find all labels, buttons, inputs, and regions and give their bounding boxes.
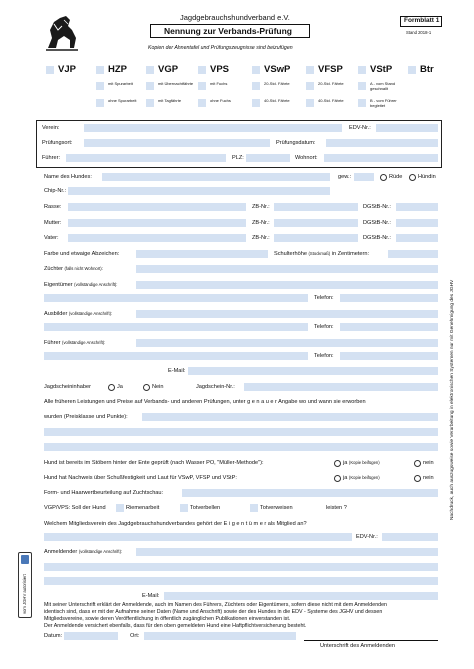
ausbilder-telefon-field[interactable]	[340, 323, 438, 331]
prev-field-1[interactable]	[142, 413, 438, 421]
consent-line-2: identisch sind, dass er mit der Aufnahme seiner Daten (Name und Anschrift) sowie der des Hundes in die EDV - Systeme des JGHV und dessen	[44, 609, 383, 615]
schuss-nein-radio[interactable]	[414, 475, 421, 482]
schuss-ja-radio[interactable]	[334, 475, 341, 482]
ausbilder-text: Ausbilder	[44, 311, 68, 317]
pruefungsort-label: Prüfungsort:	[42, 140, 73, 146]
eigentuemer-telefon-label: Telefon:	[314, 295, 334, 301]
mutter-zb-label: ZB-Nr.:	[252, 220, 270, 226]
exam-hzp-option-2-checkbox[interactable]	[96, 99, 104, 107]
mutter-zb-field[interactable]	[274, 219, 358, 227]
eigentuemer-telefon-field[interactable]	[340, 294, 438, 302]
exam-vstp-option-2-checkbox[interactable]	[358, 99, 366, 107]
consent-line-1: Mit seiner Unterschrift erklärt der Anmeldende, auch im Namen des Führers, Züchters oder Eigentümers, sofern diese nicht mit dem Anmeldenden	[44, 602, 387, 608]
jagdschein-ja-radio[interactable]	[108, 384, 115, 391]
schulterhoehe-label	[274, 250, 369, 258]
jagdschein-nein-label: Nein	[152, 384, 164, 390]
anmeldender-field-1[interactable]	[136, 548, 438, 556]
consent-line-3: Mitgliedsvereine, sowie deren Veröffentlichung in öffentlich zugänglichen Publikationen einverstanden ist.	[44, 616, 291, 622]
totverbellen-label: Totverbellen	[190, 505, 221, 511]
prev-line-1: Alle früheren Leistungen und Preise auf Verbands- und anderen Prüfungen, unter g e n a u e r Angabe wo und wann sie erworben	[44, 399, 366, 405]
exam-vswp-checkbox[interactable]	[252, 66, 260, 74]
exam-btr-label: Btr	[420, 64, 434, 75]
jghv-logo-icon	[40, 10, 84, 54]
mutter-dgstb-label: DGStB-Nr.:	[363, 220, 391, 226]
stoebern-nein-label: nein	[423, 460, 434, 466]
eigentuemer-field[interactable]	[136, 281, 438, 289]
anmeldender-field-3[interactable]	[44, 577, 438, 585]
chip-label: Chip-Nr.:	[44, 188, 67, 194]
exam-vgp-option-2-checkbox[interactable]	[146, 99, 154, 107]
ort-field[interactable]	[144, 632, 296, 640]
rasse-zb-label: ZB-Nr.:	[252, 204, 270, 210]
totverweisen-checkbox[interactable]	[250, 504, 258, 512]
fuehrer2-field[interactable]	[136, 339, 438, 347]
exam-btr-checkbox[interactable]	[408, 66, 416, 74]
gew-label: gew.:	[338, 174, 352, 180]
riemen-label: Riemenarbeit	[126, 505, 160, 511]
eigentuemer-text: Eigentümer	[44, 282, 73, 288]
wohnort-field[interactable]	[324, 154, 438, 162]
authorized-label: vom JGHV autorisiert	[22, 574, 27, 614]
schuss-label: Hund hat Nachweis über Schußfestigkeit und Laut für VSwP, VFSP und VStP:	[44, 475, 237, 481]
exam-vjp-label: VJP	[58, 64, 76, 75]
fuehrer2-note: (vollständige Anschrift):	[62, 340, 106, 345]
exam-hzp-label: HZP	[108, 64, 127, 75]
email-field[interactable]	[188, 367, 438, 375]
prev-field-3[interactable]	[44, 443, 438, 451]
exam-vjp-checkbox[interactable]	[46, 66, 54, 74]
pruefungsdatum-label: Prüfungsdatum:	[276, 140, 316, 146]
rasse-dgstb-label: DGStB-Nr.:	[363, 204, 391, 210]
exam-hzp-option-2-label: ohne Spurarbeit	[108, 98, 137, 103]
datum-field[interactable]	[64, 632, 118, 640]
consent-line-4: Der Anmeldende versichert ebenfalls, dass für den oben gemeldeten Hund eine Haftpflichtversicherung besteht.	[44, 623, 307, 629]
leisten-label: leisten ?	[326, 505, 347, 511]
exam-hzp-option-1-label: mit Spurarbeit	[108, 81, 133, 86]
huendin-radio[interactable]	[409, 174, 416, 181]
exam-vfsp-option-1-checkbox[interactable]	[306, 82, 314, 90]
exam-vgp-option-1-label: mit Übernachtfährte	[158, 81, 194, 86]
verein-field[interactable]	[84, 124, 342, 132]
riemen-checkbox[interactable]	[116, 504, 124, 512]
exam-vswp-option-1-label: 20-Std. Fährte	[264, 81, 290, 86]
fuehrer2-telefon-label: Telefon:	[314, 353, 334, 359]
exam-vswp-option-2-label: 40-Std. Fährte	[264, 98, 290, 103]
gew-field[interactable]	[354, 173, 374, 181]
datum-label: Datum:	[44, 633, 63, 639]
stoebern-ja-text: ja	[343, 460, 348, 466]
fuehrer2-label	[44, 339, 105, 347]
huendin-label: Hündin	[418, 174, 436, 180]
ort-label: Ort:	[130, 633, 140, 639]
exam-vps-label: VPS	[210, 64, 230, 75]
page-title: Nennung zur Verbands-Prüfung	[164, 26, 292, 36]
verein-label: Verein:	[42, 125, 60, 131]
anmeldender-email-label: E-Mail:	[142, 593, 160, 599]
jagdschein-nr-label: Jagdschein-Nr.:	[196, 384, 235, 390]
member-field-1[interactable]	[44, 533, 352, 541]
exam-vps-option-1-checkbox[interactable]	[198, 82, 206, 90]
ruede-radio[interactable]	[380, 174, 387, 181]
zuechter-note: (falls nicht Wohnort):	[64, 266, 103, 271]
schuss-ja-text: ja	[343, 475, 348, 481]
stoebern-ja-radio[interactable]	[334, 460, 341, 467]
exam-vfsp-option-1-label: 20-Std. Fährte	[318, 81, 344, 86]
exam-vfsp-option-2-label: 40-Std. Fährte	[318, 98, 344, 103]
zuechter-label	[44, 265, 103, 273]
exam-vps-option-1-label: mit Fuchs	[210, 81, 228, 86]
anmeldender-field-2[interactable]	[44, 563, 438, 571]
exam-vgp-option-2-label: mit Tagfährte	[158, 98, 182, 103]
anmeldender-text: Anmeldender	[44, 549, 78, 555]
edv-label: EDV-Nr.:	[349, 125, 371, 131]
exam-vstp-checkbox[interactable]	[358, 66, 366, 74]
exam-vgp-label: VGP	[158, 64, 179, 75]
zentimeter-text: in Zentimetern:	[331, 251, 370, 257]
schulterhoehe-field[interactable]	[388, 250, 438, 258]
ruede-label: Rüde	[389, 174, 403, 180]
farbe-label: Farbe und etwaige Abzeichen:	[44, 251, 120, 257]
exam-hzp-option-1-checkbox[interactable]	[96, 82, 104, 90]
vgp-soll-label: VGP/VPS: Soll der Hund	[44, 505, 106, 511]
fuehrer-label: Führer:	[42, 155, 61, 161]
pruefungsort-field[interactable]	[84, 139, 270, 147]
fuehrer2-text: Führer	[44, 340, 61, 346]
rasse-zb-field[interactable]	[274, 203, 358, 211]
stoebern-kopie-text: (Kopie beifügen)	[348, 460, 380, 465]
dog-name-label: Name des Hundes:	[44, 174, 92, 180]
anmeldender-note: (vollständige Anschrift):	[78, 549, 123, 554]
prev-line-2: wurden (Preisklasse und Punkte):	[44, 414, 128, 420]
edv-field[interactable]	[376, 124, 438, 132]
exam-vgp-checkbox[interactable]	[146, 66, 154, 74]
form-field[interactable]	[182, 489, 438, 497]
eigentuemer-note: (vollständige Anschrift):	[74, 282, 118, 287]
vater-zb-field[interactable]	[274, 234, 358, 242]
exam-vstp-label: VStP	[370, 64, 393, 75]
exam-vfsp-label: VFSP	[318, 64, 343, 75]
schuss-ja-label	[343, 474, 380, 482]
exam-vps-checkbox[interactable]	[198, 66, 206, 74]
rasse-dgstb-field[interactable]	[396, 203, 438, 211]
zuechter-text: Züchter	[44, 266, 63, 272]
signature-line	[304, 640, 438, 641]
exam-vswp-label: VSwP	[264, 64, 291, 75]
subtitle: Kopien der Ahnentafel und Prüfungszeugnisse sind beizufügen	[148, 45, 293, 51]
ausbilder-field[interactable]	[136, 310, 438, 318]
vater-field[interactable]	[68, 234, 246, 242]
jagdschein-nr-field[interactable]	[244, 383, 438, 391]
fuehrer-field[interactable]	[66, 154, 226, 162]
exam-vps-option-2-checkbox[interactable]	[198, 99, 206, 107]
schulterhoehe-text: Schulterhöhe	[274, 251, 307, 257]
exam-vfsp-checkbox[interactable]	[306, 66, 314, 74]
exam-vps-option-2-label: ohne Fuchs	[210, 98, 231, 103]
fuehrer2-telefon-field[interactable]	[340, 352, 438, 360]
ausbilder-telefon-label: Telefon:	[314, 324, 334, 330]
pruefungsdatum-field[interactable]	[326, 139, 438, 147]
rasse-field[interactable]	[68, 203, 246, 211]
member-edv-field[interactable]	[382, 533, 438, 541]
formblatt-label: Formblatt 1	[404, 17, 440, 24]
stoebern-nein-radio[interactable]	[414, 460, 421, 467]
farbe-field[interactable]	[136, 250, 268, 258]
ausbilder-label	[44, 310, 112, 318]
plz-label: PLZ:	[232, 155, 244, 161]
org-name: Jagdgebrauchshundverband e.V.	[180, 13, 290, 22]
mutter-label: Mutter:	[44, 220, 62, 226]
stand-label: Stand 2018-1	[406, 30, 432, 35]
exam-vfsp-option-2-checkbox[interactable]	[306, 99, 314, 107]
totverbellen-checkbox[interactable]	[180, 504, 188, 512]
exam-vstp-option-1-label: A - vom Stand geschnallt	[370, 81, 396, 91]
stoebern-label: Hund ist bereits im Stöbern hinter der Ente geprüft (nach Wasser PO, "Müller-Methode"):	[44, 460, 264, 466]
copyright-notice: Nachdruck, auch auszugsweise sowie Verarbeitung in elektronischen Systemen nur mit Genehmigung des JGHV	[450, 279, 455, 520]
totverweisen-label: Totverweisen	[260, 505, 293, 511]
wohnort-label: Wohnort:	[295, 155, 318, 161]
ausbilder-note: (vollständige Anschrift):	[68, 311, 113, 316]
signature-label: Unterschrift des Anmeldenden	[320, 643, 395, 649]
fuehrer2-field-2[interactable]	[44, 352, 308, 360]
vater-dgstb-label: DGStB-Nr.:	[363, 235, 391, 241]
exam-hzp-checkbox[interactable]	[96, 66, 104, 74]
prev-field-2[interactable]	[44, 428, 438, 436]
schuss-nein-label: nein	[423, 475, 434, 481]
stoebern-ja-label	[343, 459, 380, 467]
vater-zb-label: ZB-Nr.:	[252, 235, 270, 241]
anmeldender-email-field[interactable]	[164, 592, 438, 600]
dog-name-field[interactable]	[102, 173, 330, 181]
authorized-icon	[21, 555, 29, 564]
member-question: Welchem Mitgliedsverein des Jagdgebrauchshundverbandes gehört der E i g e n t ü m e r als Mitglied an?	[44, 521, 307, 527]
schuss-kopie-text: (Kopie beifügen)	[348, 475, 380, 480]
email-label: E-Mail:	[168, 368, 186, 374]
mutter-field[interactable]	[68, 219, 246, 227]
exam-vswp-option-1-checkbox[interactable]	[252, 82, 260, 90]
mutter-dgstb-field[interactable]	[396, 219, 438, 227]
vater-label: Vater:	[44, 235, 59, 241]
zuechter-field[interactable]	[136, 265, 438, 273]
exam-vstp-option-1-checkbox[interactable]	[358, 82, 366, 90]
form-label: Form- und Haarwertbeurteilung auf Zuchtschau:	[44, 490, 164, 496]
jagdschein-label: Jagdscheininhaber	[44, 384, 91, 390]
anmeldender-label	[44, 548, 122, 556]
ausbilder-field-2[interactable]	[44, 323, 308, 331]
exam-vswp-option-2-checkbox[interactable]	[252, 99, 260, 107]
plz-field[interactable]	[246, 154, 290, 162]
eigentuemer-field-2[interactable]	[44, 294, 308, 302]
jagdschein-nein-radio[interactable]	[143, 384, 150, 391]
exam-vgp-option-1-checkbox[interactable]	[146, 82, 154, 90]
exam-vstp-option-2-label: B - vom Führer begleitet	[370, 98, 397, 108]
eigentuemer-label	[44, 281, 117, 289]
chip-field[interactable]	[68, 187, 330, 195]
rasse-label: Rasse:	[44, 204, 62, 210]
member-edv-label: EDV-Nr.:	[356, 534, 378, 540]
stockmass-text: (Stockmaß)	[308, 251, 331, 256]
vater-dgstb-field[interactable]	[396, 234, 438, 242]
jagdschein-ja-label: Ja	[117, 384, 123, 390]
